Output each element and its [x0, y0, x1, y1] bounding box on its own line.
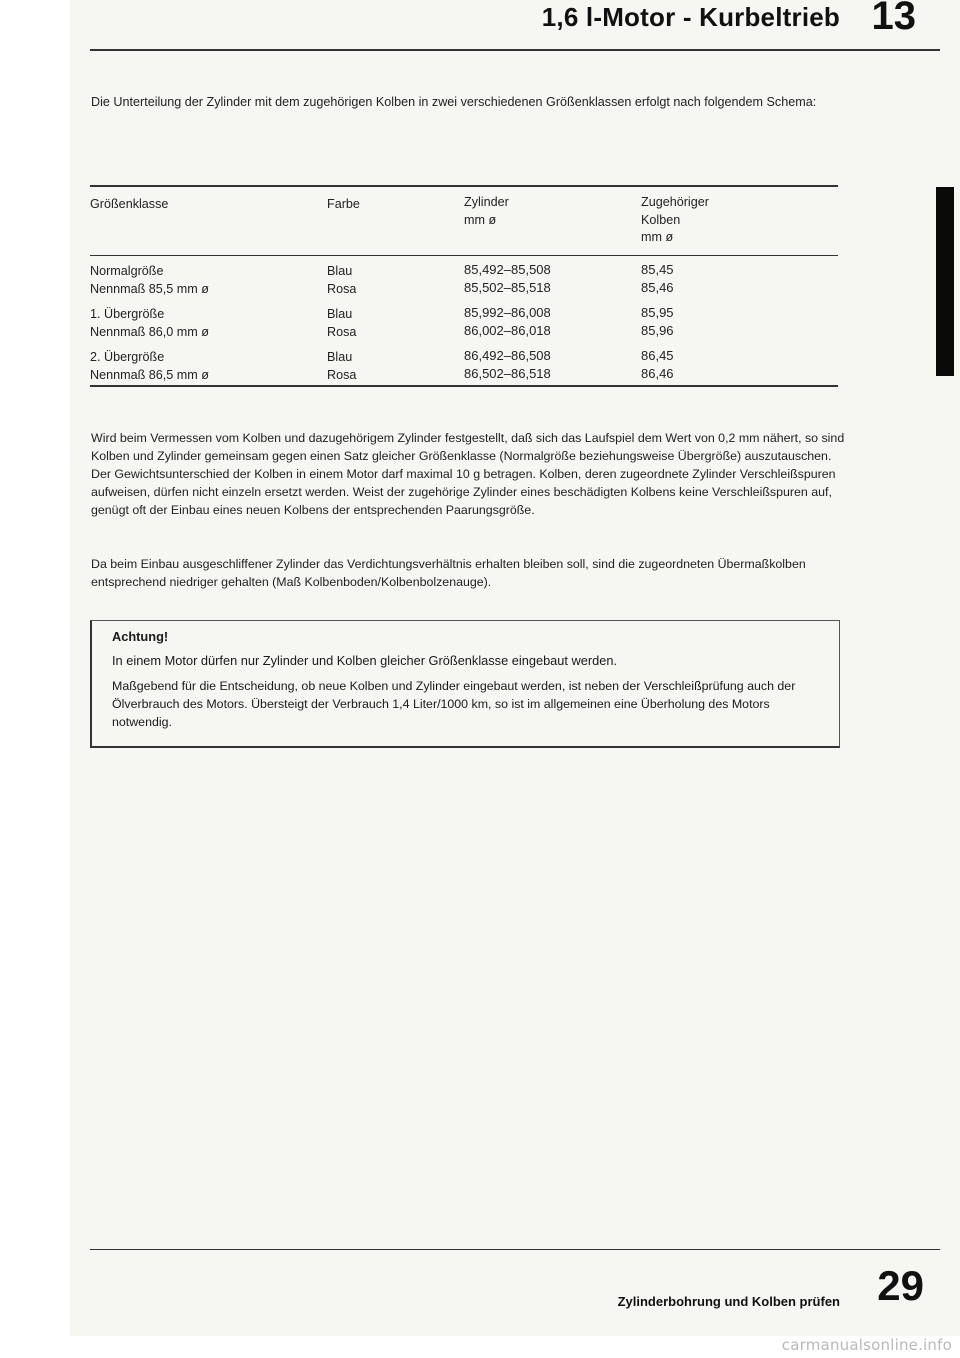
row-color-a: Blau — [327, 264, 353, 278]
row-piston-b: 86,46 — [641, 365, 674, 381]
header-piston-line1: Zugehöriger — [641, 195, 709, 209]
table-rule-mid — [90, 255, 838, 256]
row-size-class: 2. Übergröße — [90, 350, 165, 364]
row-size-class: 1. Übergröße — [90, 307, 165, 321]
row-cylinder-dims — [464, 261, 551, 296]
body-paragraph-1: Wird beim Vermessen vom Kolben und dazugehörigem Zylinder festgestellt, daß sich das Laufspiel dem Wert von 0,2 mm nähert, so sind Kolben und Zylinder gemeinsam gegen einen Satz gleicher Größenklasse (Normalgröße beziehungsweise Übergröße) auszutauschen. Der Gewichtsunterschied der Kolben in einem Motor darf maximal 10 g betragen. Kolben, deren zugeordnete Zylinder Verschleißspuren aufweisen, dürfen nicht einzeln ersetzt werden. Weist der zugehörige Zylinder eines beschädigten Kolbens keine Verschleißspuren auf, genügt oft der Einbau eines neuen Kolbens der entsprechenden Paarungsgröße. — [91, 431, 845, 517]
watermark: carmanualsonline.info — [781, 1336, 952, 1354]
row-piston-dims — [641, 304, 674, 339]
row-cylinder-a: 85,492–85,508 — [464, 262, 551, 277]
row-piston-dims — [641, 261, 674, 296]
note-line-1: In einem Motor dürfen nur Zylinder und Kolben gleicher Größenklasse eingebaut werden. — [112, 653, 618, 668]
footer-section-title: Zylinderbohrung und Kolben prüfen — [617, 1294, 840, 1309]
intro-text: Die Unterteilung der Zylinder mit dem zugehörigen Kolben in zwei verschiedenen Größenklassen erfolgt nach folgendem Schema: — [91, 95, 817, 109]
header-rule — [90, 49, 940, 51]
page-number: 29 — [877, 1262, 924, 1309]
header-piston — [641, 194, 709, 247]
row-piston-dims — [641, 347, 674, 382]
note-line-2: Maßgebend für die Entscheidung, ob neue Kolben und Zylinder eingebaut werden, ist neben der Verschleißprüfung auch der Ölverbrauch des Motors. Übersteigt der Verbrauch 1,4 Liter/1000 km, so ist im allgemeinen eine Überholung des Motors notwendig. — [112, 679, 796, 729]
row-nominal-size: Nennmaß 86,5 mm ø — [90, 367, 209, 382]
warning-note-box — [90, 620, 840, 748]
header-color: Farbe — [327, 197, 360, 211]
table-row — [90, 306, 209, 341]
row-piston-b: 85,46 — [641, 279, 674, 295]
header-piston-line3: mm ø — [641, 230, 674, 244]
row-cylinder-b: 86,502–86,518 — [464, 365, 551, 381]
row-cylinder-dims — [464, 304, 551, 339]
table-row — [90, 263, 209, 298]
table-rule-top — [90, 185, 838, 187]
row-color-a: Blau — [327, 307, 353, 321]
row-cylinder-dims — [464, 347, 551, 382]
row-size-class: Normalgröße — [90, 264, 164, 278]
row-color-b: Rosa — [327, 281, 357, 296]
header-piston-line2: Kolben — [641, 212, 681, 227]
table-rule-bottom — [90, 385, 838, 387]
row-piston-a: 85,45 — [641, 262, 674, 277]
row-colors — [327, 349, 356, 384]
row-cylinder-b: 85,502–85,518 — [464, 279, 551, 295]
chapter-thumb-tab — [936, 187, 954, 376]
footer-rule — [90, 1249, 940, 1250]
note-title: Achtung! — [112, 629, 169, 644]
row-piston-a: 85,95 — [641, 305, 674, 320]
row-color-b: Rosa — [327, 367, 357, 382]
row-nominal-size: Nennmaß 85,5 mm ø — [90, 281, 209, 296]
row-colors — [327, 263, 356, 298]
row-piston-b: 85,96 — [641, 322, 674, 338]
header-size-class: Größenklasse — [90, 197, 169, 211]
row-cylinder-b: 86,002–86,018 — [464, 322, 551, 338]
row-color-b: Rosa — [327, 324, 357, 339]
row-color-a: Blau — [327, 350, 353, 364]
header-cylinder-line2: mm ø — [464, 212, 497, 227]
header-cylinder-line1: Zylinder — [464, 195, 509, 209]
body-paragraph-2: Da beim Einbau ausgeschliffener Zylinder das Verdichtungsverhältnis erhalten bleiben soll, sind die zugeordneten Übermaßkolben entsprechend niedriger gehalten (Maß Kolbenboden/Kolbenbolzenauge). — [91, 557, 806, 589]
page-header-title: 1,6 l-Motor - Kurbeltrieb — [541, 2, 840, 32]
page-gutter — [0, 0, 70, 1336]
chapter-number: 13 — [871, 0, 916, 38]
row-nominal-size: Nennmaß 86,0 mm ø — [90, 324, 209, 339]
row-piston-a: 86,45 — [641, 348, 674, 363]
row-cylinder-a: 86,492–86,508 — [464, 348, 551, 363]
row-cylinder-a: 85,992–86,008 — [464, 305, 551, 320]
table-row — [90, 349, 209, 384]
row-colors — [327, 306, 356, 341]
header-cylinder — [464, 194, 509, 229]
